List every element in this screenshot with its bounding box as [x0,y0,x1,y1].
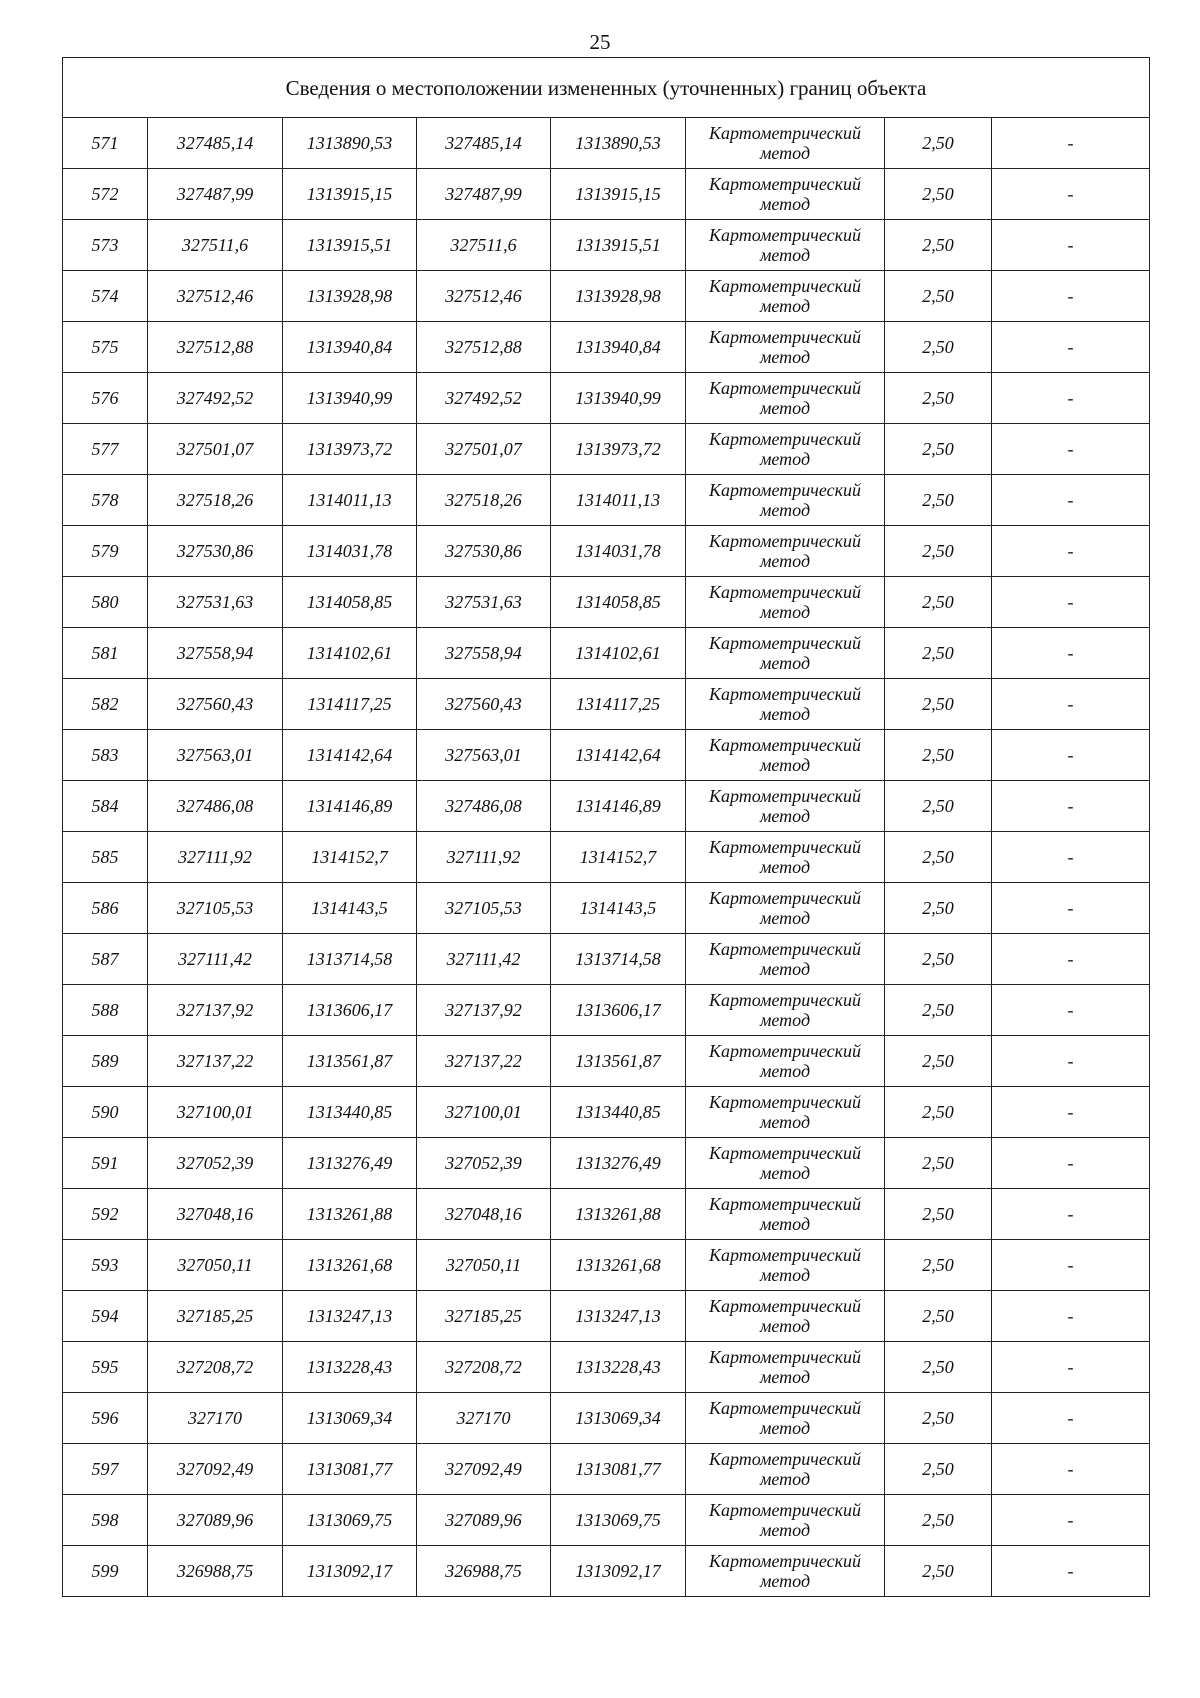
method-cell: Картометрический метод [686,526,885,577]
method-cell: Картометрический метод [686,1189,885,1240]
refined-y-cell: 1313714,58 [551,934,686,985]
table-row [63,781,1150,832]
note-cell: - [992,1291,1150,1342]
table-row [63,1342,1150,1393]
refined-x-cell: 327511,6 [417,220,551,271]
existing-y-cell: 1314102,61 [283,628,417,679]
method-cell: Картометрический метод [686,373,885,424]
table-row [63,322,1150,373]
table-row [63,1138,1150,1189]
method-cell: Картометрический метод [686,832,885,883]
refined-y-cell: 1313928,98 [551,271,686,322]
existing-x-cell: 327137,92 [148,985,283,1036]
refined-x-cell: 327111,92 [417,832,551,883]
point-number-cell: 582 [63,679,148,730]
refined-y-cell: 1313247,13 [551,1291,686,1342]
table-row [63,1036,1150,1087]
note-cell: - [992,1444,1150,1495]
existing-x-cell: 327486,08 [148,781,283,832]
existing-x-cell: 327560,43 [148,679,283,730]
point-number-cell: 594 [63,1291,148,1342]
accuracy-cell: 2,50 [885,1138,992,1189]
existing-x-cell: 327170 [148,1393,283,1444]
refined-x-cell: 327558,94 [417,628,551,679]
refined-y-cell: 1313261,68 [551,1240,686,1291]
point-number-cell: 572 [63,169,148,220]
existing-y-cell: 1314143,5 [283,883,417,934]
accuracy-cell: 2,50 [885,1036,992,1087]
method-cell: Картометрический метод [686,1240,885,1291]
refined-y-cell: 1313915,15 [551,169,686,220]
refined-x-cell: 327137,92 [417,985,551,1036]
point-number-cell: 578 [63,475,148,526]
table-row [63,1240,1150,1291]
point-number-cell: 573 [63,220,148,271]
refined-y-cell: 1313069,75 [551,1495,686,1546]
refined-y-cell: 1313440,85 [551,1087,686,1138]
point-number-cell: 584 [63,781,148,832]
existing-y-cell: 1314142,64 [283,730,417,781]
existing-x-cell: 327052,39 [148,1138,283,1189]
accuracy-cell: 2,50 [885,424,992,475]
refined-x-cell: 327052,39 [417,1138,551,1189]
existing-y-cell: 1313261,88 [283,1189,417,1240]
refined-y-cell: 1313261,88 [551,1189,686,1240]
accuracy-cell: 2,50 [885,577,992,628]
point-number-cell: 586 [63,883,148,934]
note-cell: - [992,832,1150,883]
refined-x-cell: 327048,16 [417,1189,551,1240]
table-header-row [63,58,1150,118]
refined-y-cell: 1314031,78 [551,526,686,577]
accuracy-cell: 2,50 [885,1291,992,1342]
method-cell: Картометрический метод [686,1546,885,1597]
table-row [63,169,1150,220]
refined-x-cell: 327486,08 [417,781,551,832]
existing-y-cell: 1313606,17 [283,985,417,1036]
table-row [63,1393,1150,1444]
accuracy-cell: 2,50 [885,985,992,1036]
refined-x-cell: 327501,07 [417,424,551,475]
existing-y-cell: 1313973,72 [283,424,417,475]
method-cell: Картометрический метод [686,118,885,169]
existing-y-cell: 1313069,34 [283,1393,417,1444]
accuracy-cell: 2,50 [885,220,992,271]
existing-x-cell: 327558,94 [148,628,283,679]
table-row [63,1495,1150,1546]
accuracy-cell: 2,50 [885,832,992,883]
existing-x-cell: 327048,16 [148,1189,283,1240]
refined-x-cell: 327512,88 [417,322,551,373]
note-cell: - [992,373,1150,424]
refined-x-cell: 327512,46 [417,271,551,322]
table-row [63,679,1150,730]
accuracy-cell: 2,50 [885,679,992,730]
refined-x-cell: 327485,14 [417,118,551,169]
accuracy-cell: 2,50 [885,934,992,985]
existing-x-cell: 327518,26 [148,475,283,526]
accuracy-cell: 2,50 [885,118,992,169]
point-number-cell: 596 [63,1393,148,1444]
refined-y-cell: 1314152,7 [551,832,686,883]
point-number-cell: 585 [63,832,148,883]
point-number-cell: 589 [63,1036,148,1087]
method-cell: Картометрический метод [686,1036,885,1087]
point-number-cell: 591 [63,1138,148,1189]
note-cell: - [992,1546,1150,1597]
note-cell: - [992,169,1150,220]
refined-y-cell: 1313276,49 [551,1138,686,1189]
existing-y-cell: 1314146,89 [283,781,417,832]
existing-x-cell: 327105,53 [148,883,283,934]
refined-x-cell: 327137,22 [417,1036,551,1087]
note-cell: - [992,577,1150,628]
note-cell: - [992,934,1150,985]
accuracy-cell: 2,50 [885,1240,992,1291]
refined-x-cell: 327531,63 [417,577,551,628]
point-number-cell: 583 [63,730,148,781]
existing-x-cell: 327050,11 [148,1240,283,1291]
point-number-cell: 588 [63,985,148,1036]
point-number-cell: 579 [63,526,148,577]
existing-x-cell: 327530,86 [148,526,283,577]
existing-y-cell: 1313915,15 [283,169,417,220]
method-cell: Картометрический метод [686,628,885,679]
refined-x-cell: 327185,25 [417,1291,551,1342]
note-cell: - [992,322,1150,373]
refined-y-cell: 1314058,85 [551,577,686,628]
note-cell: - [992,1393,1150,1444]
existing-y-cell: 1313940,84 [283,322,417,373]
method-cell: Картометрический метод [686,934,885,985]
note-cell: - [992,475,1150,526]
note-cell: - [992,1240,1150,1291]
boundary-coordinates-table [62,57,1150,1597]
refined-y-cell: 1314102,61 [551,628,686,679]
method-cell: Картометрический метод [686,220,885,271]
existing-y-cell: 1314117,25 [283,679,417,730]
point-number-cell: 592 [63,1189,148,1240]
refined-y-cell: 1313915,51 [551,220,686,271]
note-cell: - [992,1036,1150,1087]
refined-x-cell: 327105,53 [417,883,551,934]
existing-x-cell: 327111,92 [148,832,283,883]
table-row [63,220,1150,271]
existing-x-cell: 327512,46 [148,271,283,322]
refined-y-cell: 1313092,17 [551,1546,686,1597]
existing-y-cell: 1313928,98 [283,271,417,322]
method-cell: Картометрический метод [686,271,885,322]
refined-y-cell: 1314011,13 [551,475,686,526]
existing-x-cell: 327208,72 [148,1342,283,1393]
accuracy-cell: 2,50 [885,883,992,934]
existing-y-cell: 1313081,77 [283,1444,417,1495]
method-cell: Картометрический метод [686,1444,885,1495]
table-row [63,1546,1150,1597]
refined-y-cell: 1313973,72 [551,424,686,475]
table-row [63,1087,1150,1138]
note-cell: - [992,730,1150,781]
accuracy-cell: 2,50 [885,1342,992,1393]
accuracy-cell: 2,50 [885,1189,992,1240]
existing-y-cell: 1313890,53 [283,118,417,169]
table-row [63,271,1150,322]
refined-y-cell: 1313940,84 [551,322,686,373]
method-cell: Картометрический метод [686,730,885,781]
point-number-cell: 598 [63,1495,148,1546]
method-cell: Картометрический метод [686,781,885,832]
accuracy-cell: 2,50 [885,1393,992,1444]
existing-x-cell: 327185,25 [148,1291,283,1342]
refined-y-cell: 1314146,89 [551,781,686,832]
point-number-cell: 597 [63,1444,148,1495]
method-cell: Картометрический метод [686,1087,885,1138]
existing-y-cell: 1313940,99 [283,373,417,424]
note-cell: - [992,424,1150,475]
point-number-cell: 580 [63,577,148,628]
method-cell: Картометрический метод [686,322,885,373]
method-cell: Картометрический метод [686,475,885,526]
accuracy-cell: 2,50 [885,526,992,577]
accuracy-cell: 2,50 [885,475,992,526]
method-cell: Картометрический метод [686,985,885,1036]
accuracy-cell: 2,50 [885,1444,992,1495]
refined-y-cell: 1314142,64 [551,730,686,781]
refined-x-cell: 327560,43 [417,679,551,730]
note-cell: - [992,985,1150,1036]
point-number-cell: 576 [63,373,148,424]
method-cell: Картометрический метод [686,424,885,475]
existing-x-cell: 327111,42 [148,934,283,985]
note-cell: - [992,1087,1150,1138]
point-number-cell: 587 [63,934,148,985]
table-body [63,58,1150,1597]
refined-y-cell: 1314117,25 [551,679,686,730]
existing-x-cell: 327100,01 [148,1087,283,1138]
refined-y-cell: 1313081,77 [551,1444,686,1495]
table-row [63,628,1150,679]
refined-y-cell: 1313228,43 [551,1342,686,1393]
note-cell: - [992,1342,1150,1393]
note-cell: - [992,1189,1150,1240]
table-title: Сведения о местоположении измененных (уточненных) границ объекта [63,58,1150,118]
refined-y-cell: 1313890,53 [551,118,686,169]
existing-x-cell: 327511,6 [148,220,283,271]
note-cell: - [992,628,1150,679]
table-row [63,1444,1150,1495]
accuracy-cell: 2,50 [885,373,992,424]
method-cell: Картометрический метод [686,679,885,730]
existing-y-cell: 1313228,43 [283,1342,417,1393]
accuracy-cell: 2,50 [885,1087,992,1138]
refined-y-cell: 1313606,17 [551,985,686,1036]
accuracy-cell: 2,50 [885,1495,992,1546]
note-cell: - [992,781,1150,832]
refined-x-cell: 327089,96 [417,1495,551,1546]
note-cell: - [992,526,1150,577]
refined-x-cell: 327050,11 [417,1240,551,1291]
refined-x-cell: 327563,01 [417,730,551,781]
table-row [63,118,1150,169]
point-number-cell: 571 [63,118,148,169]
existing-x-cell: 327512,88 [148,322,283,373]
existing-x-cell: 327531,63 [148,577,283,628]
table-row [63,985,1150,1036]
existing-y-cell: 1313714,58 [283,934,417,985]
point-number-cell: 577 [63,424,148,475]
accuracy-cell: 2,50 [885,169,992,220]
existing-y-cell: 1313092,17 [283,1546,417,1597]
existing-y-cell: 1314011,13 [283,475,417,526]
refined-x-cell: 326988,75 [417,1546,551,1597]
point-number-cell: 599 [63,1546,148,1597]
point-number-cell: 581 [63,628,148,679]
existing-y-cell: 1313440,85 [283,1087,417,1138]
note-cell: - [992,118,1150,169]
table-row [63,475,1150,526]
existing-x-cell: 326988,75 [148,1546,283,1597]
existing-x-cell: 327485,14 [148,118,283,169]
refined-y-cell: 1313940,99 [551,373,686,424]
existing-x-cell: 327137,22 [148,1036,283,1087]
table-row [63,577,1150,628]
method-cell: Картометрический метод [686,1495,885,1546]
existing-y-cell: 1313276,49 [283,1138,417,1189]
refined-x-cell: 327170 [417,1393,551,1444]
existing-x-cell: 327563,01 [148,730,283,781]
refined-x-cell: 327111,42 [417,934,551,985]
existing-y-cell: 1313915,51 [283,220,417,271]
refined-y-cell: 1314143,5 [551,883,686,934]
existing-x-cell: 327089,96 [148,1495,283,1546]
point-number-cell: 590 [63,1087,148,1138]
table-row [63,832,1150,883]
existing-x-cell: 327487,99 [148,169,283,220]
note-cell: - [992,1138,1150,1189]
accuracy-cell: 2,50 [885,781,992,832]
refined-x-cell: 327530,86 [417,526,551,577]
refined-x-cell: 327208,72 [417,1342,551,1393]
existing-y-cell: 1313261,68 [283,1240,417,1291]
accuracy-cell: 2,50 [885,322,992,373]
existing-x-cell: 327492,52 [148,373,283,424]
refined-x-cell: 327092,49 [417,1444,551,1495]
method-cell: Картометрический метод [686,883,885,934]
method-cell: Картометрический метод [686,1393,885,1444]
refined-x-cell: 327100,01 [417,1087,551,1138]
refined-y-cell: 1313561,87 [551,1036,686,1087]
table-row [63,934,1150,985]
table-row [63,373,1150,424]
existing-x-cell: 327092,49 [148,1444,283,1495]
table-row [63,730,1150,781]
existing-x-cell: 327501,07 [148,424,283,475]
existing-y-cell: 1313561,87 [283,1036,417,1087]
refined-y-cell: 1313069,34 [551,1393,686,1444]
method-cell: Картометрический метод [686,1342,885,1393]
table-row [63,526,1150,577]
existing-y-cell: 1313247,13 [283,1291,417,1342]
table-row [63,1291,1150,1342]
existing-y-cell: 1314058,85 [283,577,417,628]
method-cell: Картометрический метод [686,577,885,628]
existing-y-cell: 1314031,78 [283,526,417,577]
point-number-cell: 574 [63,271,148,322]
note-cell: - [992,679,1150,730]
method-cell: Картометрический метод [686,1138,885,1189]
accuracy-cell: 2,50 [885,628,992,679]
refined-x-cell: 327487,99 [417,169,551,220]
method-cell: Картометрический метод [686,169,885,220]
table-row [63,883,1150,934]
accuracy-cell: 2,50 [885,730,992,781]
note-cell: - [992,1495,1150,1546]
point-number-cell: 593 [63,1240,148,1291]
note-cell: - [992,271,1150,322]
note-cell: - [992,220,1150,271]
point-number-cell: 575 [63,322,148,373]
point-number-cell: 595 [63,1342,148,1393]
page-number: 25 [589,30,611,54]
accuracy-cell: 2,50 [885,1546,992,1597]
refined-x-cell: 327492,52 [417,373,551,424]
refined-x-cell: 327518,26 [417,475,551,526]
accuracy-cell: 2,50 [885,271,992,322]
table-row [63,424,1150,475]
table-row [63,1189,1150,1240]
existing-y-cell: 1313069,75 [283,1495,417,1546]
existing-y-cell: 1314152,7 [283,832,417,883]
note-cell: - [992,883,1150,934]
method-cell: Картометрический метод [686,1291,885,1342]
